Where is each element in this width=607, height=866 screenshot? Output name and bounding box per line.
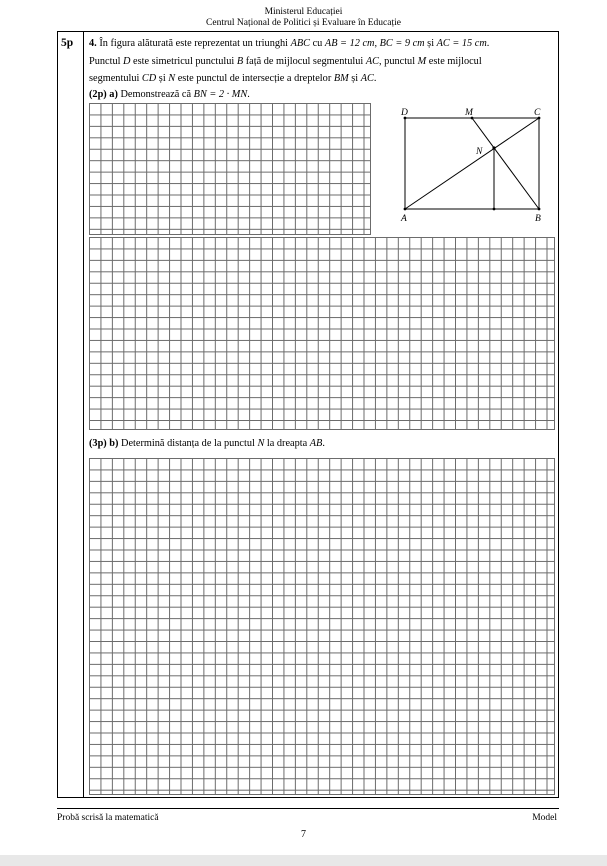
footer-exam-title: Probă scrisă la matematică: [57, 813, 159, 823]
label-d: D: [401, 108, 408, 118]
header-ministry: Ministerul Educației: [264, 7, 343, 17]
problem-statement-line-1: 4. În figura alăturată este reprezentat un triunghi ABC cu AB = 12 cm, BC = 9 cm și AC = 15 cm.: [89, 38, 490, 49]
geometry-figure: [396, 104, 556, 226]
label-b: B: [535, 214, 541, 224]
point-a-dot: [404, 208, 407, 211]
answer-grid-a-full[interactable]: [89, 237, 555, 430]
foot-dot: [493, 208, 496, 211]
problem-statement-line-3: segmentului CD și N este punctul de intersecție a dreptelor BM și AC.: [89, 73, 377, 84]
label-a: A: [401, 214, 407, 224]
footer-rule: [57, 808, 559, 809]
page-number: 7: [301, 829, 306, 840]
footer-model: Model: [532, 813, 557, 823]
problem-points: 5p: [61, 37, 74, 49]
segment-bm: [472, 118, 539, 209]
label-c: C: [534, 108, 541, 118]
point-b-dot: [538, 208, 541, 211]
part-b-prompt: (3p) b) Determină distanța de la punctul N la dreapta AB.: [89, 438, 325, 449]
problem-statement-line-2: Punctul D este simetricul punctului B față de mijlocul segmentului AC, punctul M este mijlocul: [89, 56, 482, 67]
viewer-bottom-edge: [0, 855, 607, 866]
answer-grid-b[interactable]: [89, 458, 555, 795]
label-n: N: [476, 147, 483, 157]
points-column-divider: [83, 31, 84, 798]
part-a-prompt: (2p) a) Demonstrează că BN = 2 · MN.: [89, 89, 250, 100]
problem-number: 4.: [89, 38, 97, 49]
answer-grid-a-left[interactable]: [89, 103, 371, 235]
label-m: M: [465, 108, 473, 118]
point-n-dot: [492, 146, 495, 149]
header-center: Centrul Național de Politici și Evaluare în Educație: [206, 18, 401, 28]
diagonal-ac: [405, 118, 539, 209]
